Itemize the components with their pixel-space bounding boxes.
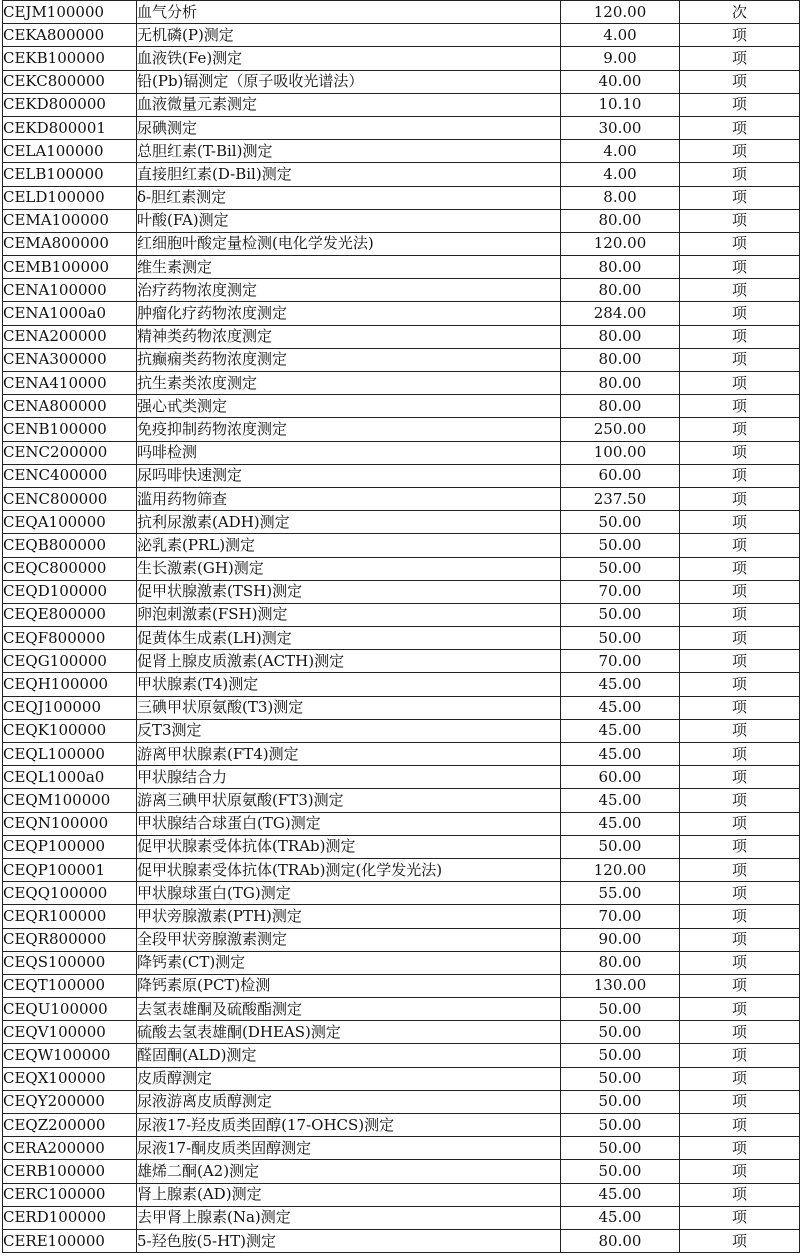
unit-cell: 项 [680,1090,800,1113]
price-cell: 50.00 [561,1044,680,1067]
table-row [3,511,800,534]
item-name-cell: 甲状腺球蛋白(TG)测定 [137,882,561,905]
table-row [3,47,800,70]
item-name-cell: 总胆红素(T-Bil)测定 [137,140,561,163]
table-row [3,534,800,557]
item-name-cell: 去甲肾上腺素(Na)测定 [137,1206,561,1229]
unit-cell: 项 [680,1067,800,1090]
price-cell: 80.00 [561,951,680,974]
table-row [3,557,800,580]
code-cell: CEQW100000 [3,1044,137,1067]
table-row [3,418,800,441]
fee-table [2,0,800,1253]
unit-cell: 项 [680,603,800,626]
price-cell: 80.00 [561,1229,680,1252]
unit-cell: 项 [680,395,800,418]
price-cell: 50.00 [561,627,680,650]
code-cell: CEQP100001 [3,858,137,881]
price-cell: 70.00 [561,580,680,603]
item-name-cell: 游离三碘甲状原氨酸(FT3)测定 [137,789,561,812]
table-row [3,928,800,951]
price-cell: 45.00 [561,719,680,742]
code-cell: CEMB100000 [3,256,137,279]
price-cell: 120.00 [561,1,680,24]
unit-cell: 项 [680,696,800,719]
price-cell: 50.00 [561,603,680,626]
unit-cell: 项 [680,140,800,163]
code-cell: CEQK100000 [3,719,137,742]
code-cell: CEQX100000 [3,1067,137,1090]
unit-cell: 项 [680,882,800,905]
unit-cell: 项 [680,116,800,139]
unit-cell: 次 [680,1,800,24]
item-name-cell: 甲状腺结合力 [137,766,561,789]
price-cell: 45.00 [561,743,680,766]
table-row [3,163,800,186]
unit-cell: 项 [680,905,800,928]
table-row [3,487,800,510]
price-cell: 60.00 [561,766,680,789]
unit-cell: 项 [680,487,800,510]
unit-cell: 项 [680,256,800,279]
price-cell: 80.00 [561,372,680,395]
unit-cell: 项 [680,279,800,302]
unit-cell: 项 [680,348,800,371]
code-cell: CENA100000 [3,279,137,302]
table-row [3,325,800,348]
table-row [3,673,800,696]
item-name-cell: 促黄体生成素(LH)测定 [137,627,561,650]
code-cell: CEQL1000a0 [3,766,137,789]
table-row [3,1021,800,1044]
table-row [3,186,800,209]
table-row [3,464,800,487]
table-row [3,116,800,139]
price-cell: 8.00 [561,186,680,209]
unit-cell: 项 [680,1114,800,1137]
item-name-cell: 无机磷(P)测定 [137,24,561,47]
item-name-cell: 抗利尿激素(ADH)测定 [137,511,561,534]
price-cell: 50.00 [561,1090,680,1113]
item-name-cell: 肿瘤化疗药物浓度测定 [137,302,561,325]
table-row [3,789,800,812]
unit-cell: 项 [680,974,800,997]
code-cell: CEQH100000 [3,673,137,696]
item-name-cell: 维生素测定 [137,256,561,279]
price-cell: 80.00 [561,279,680,302]
item-name-cell: 游离甲状腺素(FT4)测定 [137,743,561,766]
price-cell: 50.00 [561,1021,680,1044]
item-name-cell: 血液铁(Fe)测定 [137,47,561,70]
table-row [3,140,800,163]
table-row [3,279,800,302]
code-cell: CENC400000 [3,464,137,487]
price-cell: 120.00 [561,858,680,881]
code-cell: CENB100000 [3,418,137,441]
unit-cell: 项 [680,1229,800,1252]
price-cell: 50.00 [561,1160,680,1183]
code-cell: CEQD100000 [3,580,137,603]
price-cell: 50.00 [561,511,680,534]
price-cell: 250.00 [561,418,680,441]
code-cell: CEQV100000 [3,1021,137,1044]
code-cell: CEQB800000 [3,534,137,557]
unit-cell: 项 [680,998,800,1021]
unit-cell: 项 [680,511,800,534]
table-row [3,882,800,905]
item-name-cell: 5-羟色胺(5-HT)测定 [137,1229,561,1252]
code-cell: CENA410000 [3,372,137,395]
unit-cell: 项 [680,789,800,812]
price-cell: 70.00 [561,650,680,673]
code-cell: CEKD800000 [3,93,137,116]
table-row [3,1160,800,1183]
table-row [3,1090,800,1113]
table-row [3,348,800,371]
code-cell: CERC100000 [3,1183,137,1206]
table-row [3,650,800,673]
table-row [3,256,800,279]
unit-cell: 项 [680,441,800,464]
item-name-cell: 血气分析 [137,1,561,24]
code-cell: CENA800000 [3,395,137,418]
unit-cell: 项 [680,372,800,395]
table-row [3,858,800,881]
code-cell: CEQN100000 [3,812,137,835]
item-name-cell: 雄烯二酮(A2)测定 [137,1160,561,1183]
item-name-cell: 直接胆红素(D-Bil)测定 [137,163,561,186]
item-name-cell: 红细胞叶酸定量检测(电化学发光法) [137,232,561,255]
code-cell: CEJM100000 [3,1,137,24]
unit-cell: 项 [680,557,800,580]
code-cell: CEQG100000 [3,650,137,673]
code-cell: CEQY200000 [3,1090,137,1113]
unit-cell: 项 [680,418,800,441]
price-cell: 55.00 [561,882,680,905]
code-cell: CELD100000 [3,186,137,209]
unit-cell: 项 [680,928,800,951]
price-cell: 50.00 [561,1137,680,1160]
item-name-cell: 卵泡刺激素(FSH)测定 [137,603,561,626]
item-name-cell: 尿液游离皮质醇测定 [137,1090,561,1113]
item-name-cell: 甲状腺素(T4)测定 [137,673,561,696]
price-cell: 130.00 [561,974,680,997]
table-row [3,998,800,1021]
table-row [3,603,800,626]
unit-cell: 项 [680,1206,800,1229]
code-cell: CENC200000 [3,441,137,464]
item-name-cell: 抗癫痫类药物浓度测定 [137,348,561,371]
table-row [3,302,800,325]
code-cell: CEMA100000 [3,209,137,232]
unit-cell: 项 [680,743,800,766]
table-row [3,93,800,116]
item-name-cell: 反T3测定 [137,719,561,742]
unit-cell: 项 [680,1183,800,1206]
code-cell: CEKB100000 [3,47,137,70]
code-cell: CEQR800000 [3,928,137,951]
table-row [3,812,800,835]
price-cell: 50.00 [561,534,680,557]
item-name-cell: 尿碘测定 [137,116,561,139]
price-cell: 40.00 [561,70,680,93]
unit-cell: 项 [680,835,800,858]
price-cell: 45.00 [561,812,680,835]
unit-cell: 项 [680,163,800,186]
price-cell: 4.00 [561,140,680,163]
price-cell: 90.00 [561,928,680,951]
table-row [3,232,800,255]
code-cell: CEQU100000 [3,998,137,1021]
item-name-cell: 吗啡检测 [137,441,561,464]
table-row [3,395,800,418]
unit-cell: 项 [680,1160,800,1183]
unit-cell: 项 [680,650,800,673]
table-row [3,1183,800,1206]
item-name-cell: 去氢表雄酮及硫酸酯测定 [137,998,561,1021]
price-cell: 4.00 [561,163,680,186]
price-cell: 45.00 [561,789,680,812]
table-row [3,580,800,603]
unit-cell: 项 [680,951,800,974]
item-name-cell: 甲状腺结合球蛋白(TG)测定 [137,812,561,835]
item-name-cell: 醛固酮(ALD)测定 [137,1044,561,1067]
item-name-cell: 皮质醇测定 [137,1067,561,1090]
table-row [3,1229,800,1252]
table-row [3,905,800,928]
item-name-cell: 生长激素(GH)测定 [137,557,561,580]
item-name-cell: 滥用药物筛查 [137,487,561,510]
price-cell: 45.00 [561,1183,680,1206]
unit-cell: 项 [680,1021,800,1044]
code-cell: CEQF800000 [3,627,137,650]
table-row [3,24,800,47]
code-cell: CEKD800001 [3,116,137,139]
unit-cell: 项 [680,464,800,487]
code-cell: CENC800000 [3,487,137,510]
code-cell: CEQA100000 [3,511,137,534]
code-cell: CEQE800000 [3,603,137,626]
price-cell: 45.00 [561,673,680,696]
item-name-cell: 降钙素(CT)测定 [137,951,561,974]
price-cell: 80.00 [561,256,680,279]
code-cell: CENA1000a0 [3,302,137,325]
item-name-cell: 三碘甲状原氨酸(T3)测定 [137,696,561,719]
item-name-cell: 促甲状腺素受体抗体(TRAb)测定(化学发光法) [137,858,561,881]
code-cell: CERD100000 [3,1206,137,1229]
item-name-cell: 血液微量元素测定 [137,93,561,116]
code-cell: CENA200000 [3,325,137,348]
unit-cell: 项 [680,534,800,557]
item-name-cell: 甲状旁腺激素(PTH)测定 [137,905,561,928]
unit-cell: 项 [680,232,800,255]
unit-cell: 项 [680,673,800,696]
table-row [3,372,800,395]
table-row [3,951,800,974]
item-name-cell: 肾上腺素(AD)测定 [137,1183,561,1206]
table-row [3,1044,800,1067]
code-cell: CENA300000 [3,348,137,371]
code-cell: CEKC800000 [3,70,137,93]
item-name-cell: 治疗药物浓度测定 [137,279,561,302]
price-cell: 100.00 [561,441,680,464]
price-cell: 10.10 [561,93,680,116]
table-row [3,1067,800,1090]
unit-cell: 项 [680,812,800,835]
price-cell: 70.00 [561,905,680,928]
item-name-cell: 促肾上腺皮质激素(ACTH)测定 [137,650,561,673]
item-name-cell: 尿吗啡快速测定 [137,464,561,487]
price-cell: 80.00 [561,395,680,418]
code-cell: CEMA800000 [3,232,137,255]
unit-cell: 项 [680,209,800,232]
item-name-cell: 尿液17-酮皮质类固醇测定 [137,1137,561,1160]
table-row [3,766,800,789]
item-name-cell: 降钙素原(PCT)检测 [137,974,561,997]
unit-cell: 项 [680,766,800,789]
code-cell: CEKA800000 [3,24,137,47]
price-cell: 120.00 [561,232,680,255]
code-cell: CEQJ100000 [3,696,137,719]
price-cell: 50.00 [561,1114,680,1137]
price-cell: 284.00 [561,302,680,325]
price-cell: 60.00 [561,464,680,487]
code-cell: CEQQ100000 [3,882,137,905]
fee-table-body [3,1,800,1253]
item-name-cell: 强心甙类测定 [137,395,561,418]
table-row [3,696,800,719]
code-cell: CEQZ200000 [3,1114,137,1137]
item-name-cell: 精神类药物浓度测定 [137,325,561,348]
unit-cell: 项 [680,580,800,603]
table-row [3,209,800,232]
table-row [3,70,800,93]
unit-cell: 项 [680,325,800,348]
item-name-cell: δ-胆红素测定 [137,186,561,209]
code-cell: CERB100000 [3,1160,137,1183]
item-name-cell: 促甲状腺素受体抗体(TRAb)测定 [137,835,561,858]
code-cell: CEQR100000 [3,905,137,928]
price-cell: 9.00 [561,47,680,70]
price-cell: 4.00 [561,24,680,47]
price-cell: 50.00 [561,998,680,1021]
table-row [3,835,800,858]
unit-cell: 项 [680,47,800,70]
table-row [3,743,800,766]
price-cell: 50.00 [561,1067,680,1090]
item-name-cell: 促甲状腺激素(TSH)测定 [137,580,561,603]
table-row [3,1137,800,1160]
price-cell: 30.00 [561,116,680,139]
table-row [3,1114,800,1137]
code-cell: CEQL100000 [3,743,137,766]
price-cell: 80.00 [561,209,680,232]
unit-cell: 项 [680,302,800,325]
code-cell: CEQS100000 [3,951,137,974]
code-cell: CELB100000 [3,163,137,186]
unit-cell: 项 [680,719,800,742]
unit-cell: 项 [680,1137,800,1160]
item-name-cell: 硫酸去氢表雄酮(DHEAS)测定 [137,1021,561,1044]
unit-cell: 项 [680,186,800,209]
unit-cell: 项 [680,1044,800,1067]
unit-cell: 项 [680,24,800,47]
item-name-cell: 全段甲状旁腺激素测定 [137,928,561,951]
code-cell: CEQT100000 [3,974,137,997]
item-name-cell: 抗生素类浓度测定 [137,372,561,395]
code-cell: CELA100000 [3,140,137,163]
code-cell: CEQP100000 [3,835,137,858]
item-name-cell: 泌乳素(PRL)测定 [137,534,561,557]
price-cell: 50.00 [561,557,680,580]
price-cell: 45.00 [561,1206,680,1229]
unit-cell: 项 [680,70,800,93]
table-row [3,441,800,464]
price-cell: 237.50 [561,487,680,510]
item-name-cell: 尿液17-羟皮质类固醇(17-OHCS)测定 [137,1114,561,1137]
table-row [3,974,800,997]
item-name-cell: 铅(Pb)镉测定（原子吸收光谱法） [137,70,561,93]
code-cell: CERE100000 [3,1229,137,1252]
table-row [3,1206,800,1229]
item-name-cell: 叶酸(FA)测定 [137,209,561,232]
code-cell: CERA200000 [3,1137,137,1160]
unit-cell: 项 [680,627,800,650]
price-cell: 80.00 [561,348,680,371]
table-row [3,627,800,650]
table-row [3,1,800,24]
table-row [3,719,800,742]
code-cell: CEQM100000 [3,789,137,812]
price-cell: 50.00 [561,835,680,858]
code-cell: CEQC800000 [3,557,137,580]
price-cell: 45.00 [561,696,680,719]
unit-cell: 项 [680,93,800,116]
item-name-cell: 免疫抑制药物浓度测定 [137,418,561,441]
unit-cell: 项 [680,858,800,881]
price-cell: 80.00 [561,325,680,348]
